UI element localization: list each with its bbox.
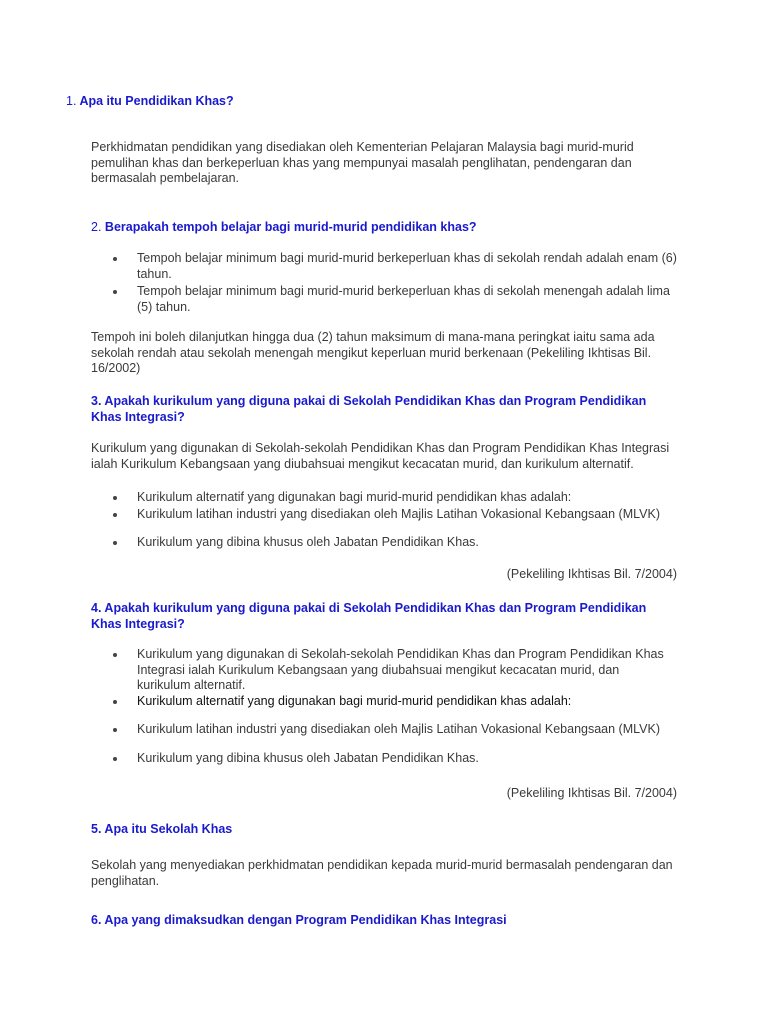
bullet-icon xyxy=(113,541,117,545)
question-5-answer: Sekolah yang menyediakan perkhidmatan pendidikan kepada murid-murid bermasalah pendengaran dan penglihatan. xyxy=(91,858,673,888)
list-item: Kurikulum alternatif yang digunakan bagi murid-murid pendidikan khas adalah: xyxy=(113,490,703,506)
question-1-answer: Perkhidmatan pendidikan yang disediakan oleh Kementerian Pelajaran Malaysia bagi murid-murid pemulihan khas dan berkeperluan khas yang mempunyai masalah penglihatan, pendengaran dan bermasalah pembelajaran. xyxy=(91,140,634,185)
list-item: Kurikulum yang dibina khusus oleh Jabatan Pendidikan Khas. xyxy=(113,751,668,767)
question-4-heading: 4. Apakah kurikulum yang diguna pakai di Sekolah Pendidikan Khas dan Program Pendidikan Khas Integrasi? xyxy=(91,601,647,631)
question-2-title: Berapakah tempoh belajar bagi murid-murid pendidikan khas? xyxy=(104,220,477,234)
bullet-icon xyxy=(113,513,117,517)
question-3-bullet-list xyxy=(113,490,703,551)
question-4-reference: (Pekeliling Ikhtisas Bil. 7/2004) xyxy=(506,786,677,800)
question-4-bullet-list xyxy=(113,647,668,766)
question-2-heading xyxy=(91,219,731,235)
bullet-icon xyxy=(113,653,117,657)
question-6-heading: 6. Apa yang dimaksudkan dengan Program Pendidikan Khas Integrasi xyxy=(91,913,507,927)
question-3-answer: Kurikulum yang digunakan di Sekolah-sekolah Pendidikan Khas dan Program Pendidikan Khas Integrasi ialah Kurikulum Kebangsaan yang diubahsuai mengikut kecacatan murid, dan kurikulum alternatif. xyxy=(91,441,670,471)
list-item: Tempoh belajar minimum bagi murid-murid berkeperluan khas di sekolah menengah adalah lima (5) tahun. xyxy=(113,284,683,315)
list-item: Kurikulum yang dibina khusus oleh Jabatan Pendidikan Khas. xyxy=(113,535,703,551)
question-2-bullet-list xyxy=(113,251,683,315)
question-1-title: Apa itu Pendidikan Khas? xyxy=(79,94,234,108)
list-item: Kurikulum latihan industri yang disediakan oleh Majlis Latihan Vokasional Kebangsaan (MLVK) xyxy=(113,722,668,738)
question-1-heading xyxy=(66,93,706,109)
question-2-number: 2. xyxy=(91,220,102,234)
bullet-icon xyxy=(113,757,117,761)
question-3-heading: 3. Apakah kurikulum yang diguna pakai di Sekolah Pendidikan Khas dan Program Pendidikan Khas Integrasi? xyxy=(91,394,647,424)
bullet-icon xyxy=(113,257,117,261)
bullet-icon xyxy=(113,700,117,704)
list-item: Kurikulum yang digunakan di Sekolah-sekolah Pendidikan Khas dan Program Pendidikan Khas Integrasi ialah Kurikulum Kebangsaan yang diubahsuai mengikut kecacatan murid, dan kurikulum alternatif. xyxy=(113,647,668,694)
list-item: Tempoh belajar minimum bagi murid-murid berkeperluan khas di sekolah rendah adalah enam (6) tahun. xyxy=(113,251,683,282)
bullet-icon xyxy=(113,290,117,294)
question-1-number: 1. xyxy=(66,94,77,108)
bullet-icon xyxy=(113,728,117,732)
question-5-heading: 5. Apa itu Sekolah Khas xyxy=(91,822,233,836)
list-item: Kurikulum latihan industri yang disediakan oleh Majlis Latihan Vokasional Kebangsaan (MLVK) xyxy=(113,507,703,523)
question-3-reference: (Pekeliling Ikhtisas Bil. 7/2004) xyxy=(506,567,677,581)
list-item: Kurikulum alternatif yang digunakan bagi murid-murid pendidikan khas adalah: xyxy=(113,694,668,710)
bullet-icon xyxy=(113,496,117,500)
question-2-answer: Tempoh ini boleh dilanjutkan hingga dua (2) tahun maksimum di mana-mana peringkat iaitu sama ada sekolah rendah atau sekolah menengah mengikut keperluan murid berkenaan (Pekeliling Ikhtisas Bil. 16/2002) xyxy=(91,330,655,375)
